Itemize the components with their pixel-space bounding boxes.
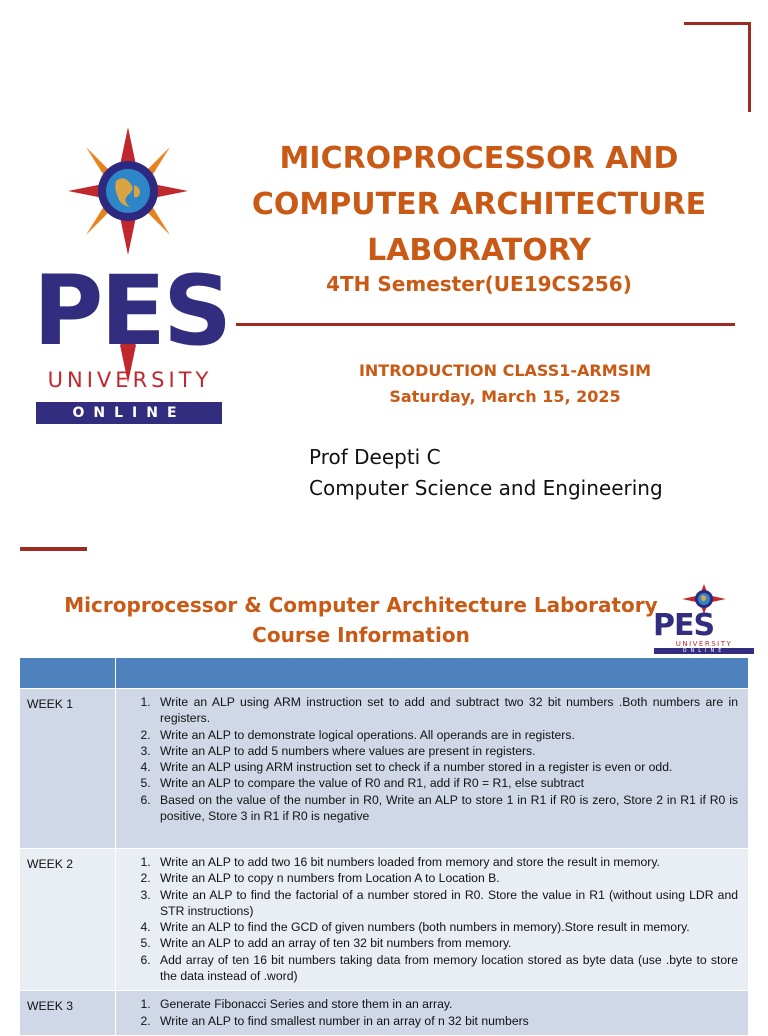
list-item: 5. Write an ALP to add an array of ten 32 bit numbers from memory.	[154, 935, 738, 951]
exercise-list	[116, 694, 738, 824]
corner-accent-horizontal	[684, 22, 751, 25]
logo-online-band: ONLINE	[36, 402, 222, 424]
list-item: 2. Write an ALP to find smallest number in an array of n 32 bit numbers	[154, 1013, 738, 1029]
week-label: WEEK 3	[20, 991, 116, 1036]
presenter-name: Prof Deepti C	[309, 445, 441, 469]
week-label: WEEK 1	[20, 689, 116, 849]
presenter-department: Computer Science and Engineering	[309, 476, 663, 500]
list-item: 4. Write an ALP to find the GCD of given numbers (both numbers in memory).Store result in memory.	[154, 919, 738, 935]
title-line-1: MICROPROCESSOR AND	[279, 141, 679, 176]
small-logo-university-text: UNIVERSITY	[675, 640, 733, 648]
list-item: 6. Based on the value of the number in R0, Write an ALP to store 1 in R1 if R0 is zero, Store 2 in R1 if R0 is positive, Store 3 in R1 if R0 is negative	[154, 792, 738, 825]
semester-subtitle: 4TH Semester(UE19CS256)	[326, 272, 632, 296]
title-line-2: COMPUTER ARCHITECTURE	[251, 187, 707, 222]
week-exercises	[116, 689, 749, 849]
course-info-title	[40, 590, 682, 650]
table-row	[20, 991, 749, 1036]
week-label: WEEK 2	[20, 849, 116, 991]
slide-title	[240, 136, 718, 274]
slide-footer-accent	[20, 547, 87, 551]
small-logo-online-band: ONLINE	[654, 648, 754, 654]
title-line-3: LABORATORY	[367, 233, 591, 268]
logo-university-text: UNIVERSITY	[47, 368, 213, 392]
title-divider	[236, 323, 735, 326]
exercise-list	[116, 996, 738, 1029]
course-info-title-line-2: Course Information	[252, 623, 470, 647]
table-row	[20, 689, 749, 849]
list-item: 2. Write an ALP to copy n numbers from Location A to Location B.	[154, 870, 738, 886]
intro-block	[300, 358, 710, 410]
week-exercises	[116, 849, 749, 991]
intro-date: Saturday, March 15, 2025	[389, 387, 621, 406]
header-cell-exercises	[116, 658, 749, 689]
small-logo-brand-text: PES	[653, 608, 715, 643]
list-item: 1. Write an ALP using ARM instruction set to add and subtract two 32 bit numbers .Both numbers are in registers.	[154, 694, 738, 727]
table-row	[20, 849, 749, 991]
exercise-list	[116, 854, 738, 984]
list-item: 1. Write an ALP to add two 16 bit numbers loaded from memory and store the result in memory.	[154, 854, 738, 870]
logo-brand-text: PES	[33, 255, 230, 367]
week-exercises	[116, 991, 749, 1036]
intro-class-label: INTRODUCTION CLASS1-ARMSIM	[358, 361, 652, 380]
list-item: 1. Generate Fibonacci Series and store them in an array.	[154, 996, 738, 1012]
list-item: 4. Write an ALP using ARM instruction set to check if a number stored in a register is even or odd.	[154, 759, 738, 775]
pes-logo-small	[652, 584, 756, 654]
list-item: 5. Write an ALP to compare the value of R0 and R1, add if R0 = R1, else subtract	[154, 775, 738, 791]
list-item: 2. Write an ALP to demonstrate logical operations. All operands are in registers.	[154, 727, 738, 743]
pes-logo-large	[30, 125, 230, 429]
list-item: 3. Write an ALP to add 5 numbers where values are present in registers.	[154, 743, 738, 759]
list-item: 3. Write an ALP to find the factorial of a number stored in R0. Store the value in R1 (without using LDR and STR instructions)	[154, 887, 738, 920]
course-info-title-line-1: Microprocessor & Computer Architecture Laboratory	[64, 593, 658, 617]
table-header-row	[20, 658, 749, 689]
list-item: 6. Add array of ten 16 bit numbers taking data from memory location stored as byte data (use .byte to store the data instead of .word)	[154, 952, 738, 985]
header-cell-week	[20, 658, 116, 689]
corner-accent-vertical	[748, 22, 751, 112]
presenter-block	[309, 442, 663, 504]
weekly-lab-table	[19, 657, 749, 1036]
